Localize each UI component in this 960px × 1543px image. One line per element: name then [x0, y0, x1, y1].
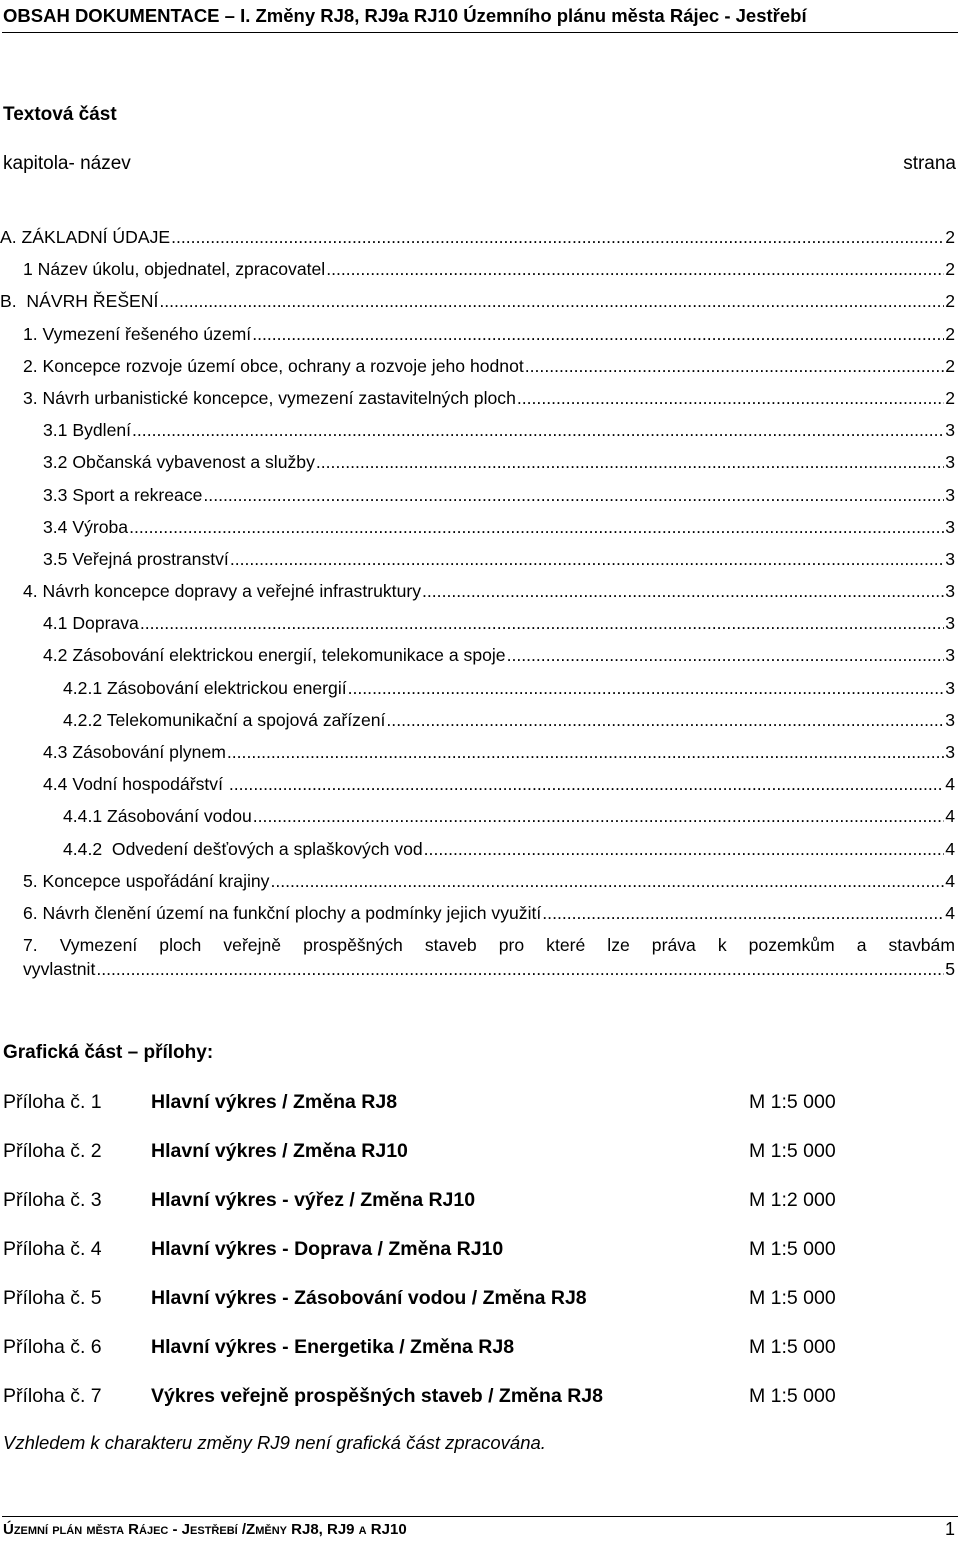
toc-dot-leader [171, 225, 944, 249]
toc-dot-leader [140, 611, 944, 635]
toc-entry-text: 4.4.1 Zásobování vodou [63, 806, 252, 827]
toc-dot-leader [229, 772, 944, 796]
toc-dot-leader [316, 450, 944, 474]
toc-dot-leader [326, 257, 944, 281]
appendix-scale: M 1:5 000 [749, 1336, 836, 1358]
appendix-scale: M 1:5 000 [749, 1385, 836, 1407]
toc-entry-text: 3. Návrh urbanistické koncepce, vymezení zastavitelných ploch [23, 387, 516, 408]
appendix-scale: M 1:5 000 [749, 1091, 836, 1113]
toc-entry-text: 3.1 Bydlení [43, 420, 132, 441]
toc-entry-text: 4.2 Zásobování elektrickou energií, telekomunikace a spoje [43, 645, 506, 666]
toc-dot-leader [96, 957, 944, 981]
toc-entry [0, 418, 960, 450]
toc-entry [0, 257, 960, 289]
toc-entry-page: 3 [945, 677, 955, 698]
toc-entry-page: 2 [945, 387, 955, 408]
appendix-title: Hlavní výkres - Doprava / Změna RJ10 [151, 1238, 504, 1260]
appendix-row [0, 1335, 960, 1384]
toc-entry-page: 4 [945, 774, 955, 795]
toc-entry-text: 4.2.2 Telekomunikační a spojová zařízení [63, 709, 386, 730]
appendix-row [0, 1237, 960, 1286]
toc-entry [0, 579, 960, 611]
appendix-label: Příloha č. 7 [3, 1385, 102, 1407]
toc-entry-text: 4.3 Zásobování plynem [43, 742, 226, 762]
toc-entry-text: B. NÁVRH ŘEŠENÍ [0, 291, 159, 312]
appendix-scale: M 1:5 000 [749, 1287, 836, 1309]
toc-dot-leader [270, 869, 944, 893]
toc-entry-page: 2 [945, 291, 955, 312]
toc-entry-text: 4.4.2 Odvedení dešťových a splaškových vod [63, 838, 423, 859]
note-text: Vzhledem k charakteru změny RJ9 není grafická část zpracována. [3, 1432, 546, 1453]
toc-dot-leader [230, 547, 944, 571]
appendix-title: Hlavní výkres / Změna RJ10 [151, 1140, 408, 1162]
toc-entry-page: 3 [945, 548, 955, 569]
appendix-title: Hlavní výkres - Zásobování vodou / Změna RJ8 [151, 1287, 587, 1309]
toc-entry [0, 740, 960, 772]
toc-dot-leader [252, 322, 944, 346]
toc-entry-text: 4.2.1 Zásobování elektrickou energií [63, 677, 347, 698]
appendix-label: Příloha č. 6 [3, 1336, 102, 1358]
toc-entry-text: 1 Název úkolu, objednatel, zpracovatel [23, 259, 326, 280]
appendix-title: Hlavní výkres - výřez / Změna RJ10 [151, 1189, 476, 1211]
toc-entry-page: 2 [945, 227, 955, 247]
toc-column-chapter: kapitola- název [3, 153, 131, 174]
appendix-title: Hlavní výkres / Změna RJ8 [151, 1091, 398, 1113]
appendix-list [0, 1090, 960, 1433]
toc-entry [0, 354, 960, 386]
appendix-row [0, 1286, 960, 1335]
toc-entry-page: 2 [945, 355, 955, 376]
toc-dot-leader [132, 418, 944, 442]
toc-dot-leader [525, 354, 944, 378]
toc-entry [0, 837, 960, 869]
appendix-scale: M 1:5 000 [749, 1238, 836, 1260]
toc-dot-leader [542, 901, 944, 925]
toc-entry-text: 6. Návrh členění území na funkční plochy a podmínky jejich využití [23, 902, 542, 923]
toc-entry-page: 4 [945, 902, 955, 923]
toc-dot-leader [159, 289, 944, 313]
toc-entry [0, 804, 960, 836]
toc-entry [0, 933, 960, 981]
toc-entry-text: 3.5 Veřejná prostranství [43, 548, 229, 569]
appendix-title: Výkres veřejně prospěšných staveb / Změna RJ8 [151, 1385, 603, 1407]
toc-entry-page: 3 [945, 581, 955, 602]
toc-entry [0, 322, 960, 354]
toc-entry [0, 708, 960, 740]
toc-entry-page: 2 [945, 259, 955, 280]
toc-column-page: strana [903, 153, 956, 174]
appendix-label: Příloha č. 2 [3, 1140, 102, 1162]
appendix-title: Hlavní výkres - Energetika / Změna RJ8 [151, 1336, 515, 1358]
toc-entry [0, 772, 960, 804]
appendix-label: Příloha č. 5 [3, 1287, 102, 1309]
graphic-part-title: Grafická část – přílohy: [3, 1042, 214, 1063]
toc-entry [0, 676, 960, 708]
page-header: OBSAH DOKUMENTACE – I. Změny RJ8, RJ9a RJ10 Územního plánu města Rájec - Jestřebí [3, 5, 807, 26]
toc-entry [0, 483, 960, 515]
toc-entry-text: 4.1 Doprava [43, 613, 139, 634]
appendix-label: Příloha č. 1 [3, 1091, 102, 1113]
toc-entry-page: 4 [945, 870, 955, 891]
appendix-scale: M 1:2 000 [749, 1189, 836, 1211]
toc-entry [0, 869, 960, 901]
footer-rule [2, 1516, 958, 1517]
toc-entry-text: 4. Návrh koncepce dopravy a veřejné infrastruktury [23, 581, 422, 602]
toc-entry-text: 3.3 Sport a rekreace [43, 484, 203, 505]
text-part-title: Textová část [3, 104, 117, 125]
toc-entry-page: 4 [945, 838, 955, 859]
toc-entry [0, 515, 960, 547]
toc-entry-page: 3 [945, 709, 955, 730]
footer-page-number: 1 [944, 1519, 955, 1539]
toc-entry-page: 4 [945, 806, 955, 827]
appendix-label: Příloha č. 4 [3, 1238, 102, 1260]
toc-entry-page: 2 [945, 323, 955, 344]
toc-entry-text-continued: vyvlastnit [23, 959, 96, 980]
toc-entry-page: 3 [945, 452, 955, 473]
toc-dot-leader [129, 515, 944, 539]
toc-entry-page: 3 [945, 613, 955, 634]
appendix-label: Příloha č. 3 [3, 1189, 102, 1211]
toc-entry [0, 450, 960, 482]
toc-entry-page: 3 [945, 484, 955, 505]
footer-text: Územní plán města Rájec - Jestřebí /Změny RJ8, RJ9 a RJ10 [3, 1521, 407, 1538]
appendix-row [0, 1188, 960, 1237]
table-of-contents [0, 225, 960, 981]
toc-entry-page: 3 [945, 645, 955, 666]
toc-entry [0, 611, 960, 643]
toc-dot-leader [424, 837, 945, 861]
toc-dot-leader [253, 804, 944, 828]
toc-dot-leader [227, 740, 944, 764]
toc-entry-text: 2. Koncepce rozvoje území obce, ochrany a rozvoje jeho hodnot [23, 355, 524, 376]
header-rule [2, 32, 958, 33]
toc-dot-leader [348, 676, 945, 700]
toc-entry [0, 386, 960, 418]
appendix-row [0, 1384, 960, 1433]
toc-entry-text: 7. Vymezení ploch veřejně prospěšných staveb pro které lze práva k pozemkům a stavbám [23, 935, 955, 956]
toc-dot-leader [203, 483, 944, 507]
toc-entry [0, 289, 960, 321]
toc-entry-text: A. ZÁKLADNÍ ÚDAJE [0, 227, 171, 247]
toc-entry-text: 4.4 Vodní hospodářství [43, 774, 228, 795]
toc-entry-text: 1. Vymezení řešeného území [23, 323, 252, 344]
toc-dot-leader [507, 643, 945, 667]
toc-entry-page: 3 [945, 742, 955, 762]
toc-entry-page: 5 [945, 959, 955, 980]
toc-entry [0, 643, 960, 675]
toc-entry [0, 225, 960, 257]
toc-entry-text: 5. Koncepce uspořádání krajiny [23, 870, 270, 891]
toc-entry-page: 3 [945, 420, 955, 441]
toc-entry-text: 3.2 Občanská vybavenost a služby [43, 452, 315, 473]
appendix-row [0, 1139, 960, 1188]
toc-dot-leader [386, 708, 944, 732]
toc-entry-page: 3 [945, 516, 955, 537]
appendix-row [0, 1090, 960, 1139]
toc-entry-text: 3.4 Výroba [43, 516, 129, 537]
appendix-scale: M 1:5 000 [749, 1140, 836, 1162]
toc-entry [0, 547, 960, 579]
toc-dot-leader [422, 579, 944, 603]
toc-dot-leader [517, 386, 944, 410]
toc-entry [0, 901, 960, 933]
